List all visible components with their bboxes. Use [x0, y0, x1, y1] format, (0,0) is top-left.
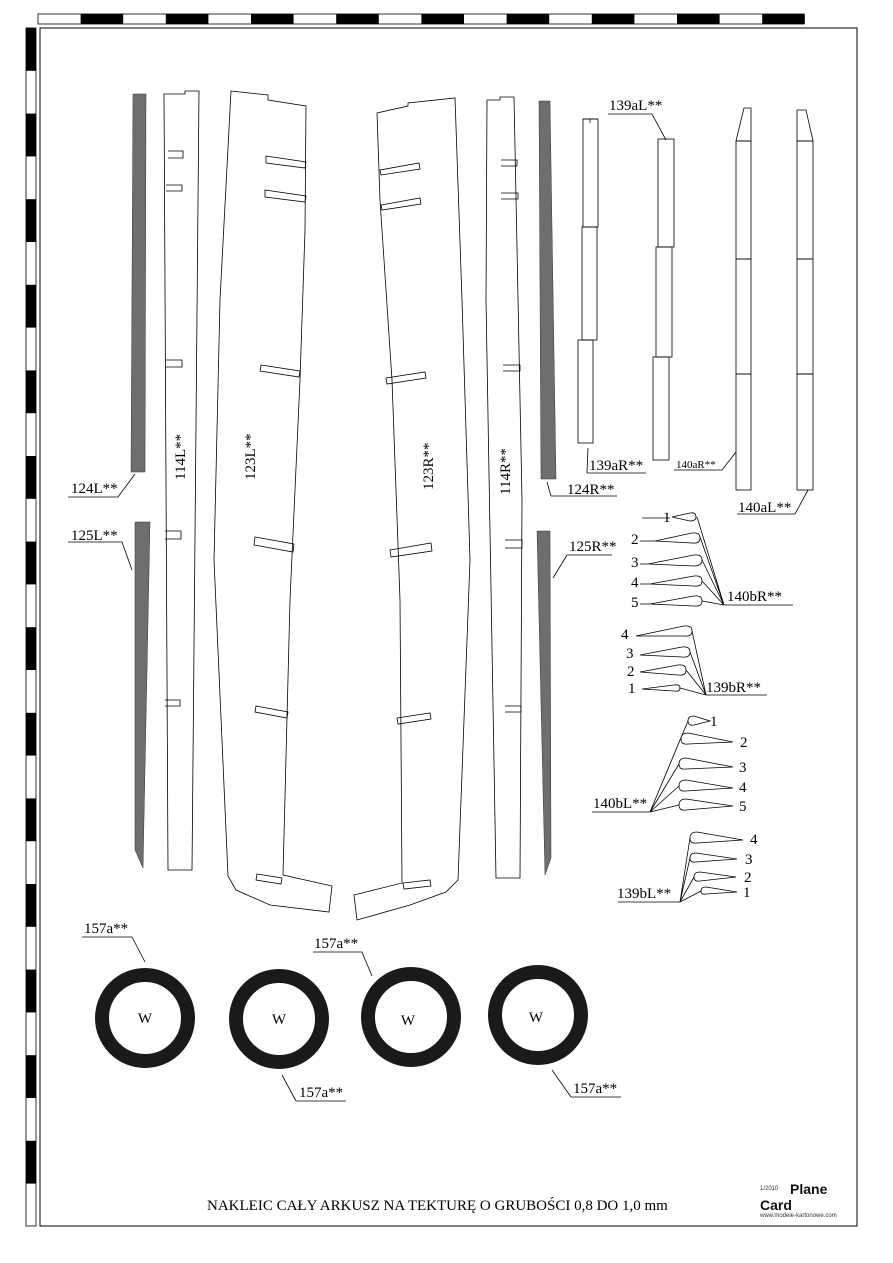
- footer-instruction: NAKLEIC CAŁY ARKUSZ NA TEKTURĘ O GRUBOŚCI 0,8 DO 1,0 mm: [207, 1198, 668, 1214]
- tire-4: [495, 972, 581, 1058]
- brand-name-line2: Card: [760, 1197, 792, 1213]
- part-125R-strip: [537, 531, 551, 875]
- tire-mark: W: [271, 1012, 287, 1028]
- brand-name-line1: Plane: [790, 1181, 828, 1197]
- part-123L: [214, 91, 332, 912]
- tire-1: [102, 975, 188, 1061]
- ruler-segment: [26, 798, 36, 841]
- label-114R: 114R**: [498, 448, 514, 495]
- ruler-segment: [81, 14, 124, 24]
- rib-number: 2: [744, 870, 752, 886]
- ribs-140bR: [648, 513, 702, 606]
- label-124R: 124R**: [567, 482, 615, 498]
- brand-website: www.modele-kartonowe.com: [760, 1213, 837, 1219]
- ruler-segment: [26, 970, 36, 1013]
- ruler-segment: [251, 14, 294, 24]
- ruler-segment: [421, 14, 464, 24]
- label-124L: 124L**: [71, 481, 118, 497]
- part-labels: [71, 98, 791, 1101]
- brand-logo: [759, 1181, 837, 1219]
- ruler-segment: [26, 1141, 36, 1184]
- rib-number: 3: [631, 555, 639, 571]
- ruler-segment: [26, 1055, 36, 1098]
- label-157a-1: 157a**: [84, 921, 129, 937]
- ruler-segment: [336, 14, 379, 24]
- label-157a-4: 157a**: [573, 1081, 618, 1097]
- tire-mark: W: [528, 1010, 544, 1026]
- rib-number: 3: [739, 760, 747, 776]
- rib-number: 2: [740, 735, 748, 751]
- tire-2: [236, 976, 322, 1062]
- label-114L: 114L**: [173, 433, 189, 480]
- rib-number: 4: [621, 627, 629, 643]
- part-140aR: [736, 108, 751, 490]
- ruler-segment: [26, 199, 36, 242]
- ruler-segment: [26, 542, 36, 585]
- ruler-top: [38, 14, 805, 24]
- ruler-segment: [677, 14, 720, 24]
- part-139aL: [653, 139, 674, 460]
- ruler-left: [26, 28, 36, 1226]
- ruler-segment: [26, 114, 36, 157]
- part-139aR: [578, 119, 598, 443]
- label-140bL: 140bL**: [593, 796, 648, 812]
- label-140aL: 140aL**: [738, 500, 792, 516]
- rib-number: 4: [739, 780, 747, 796]
- ribs-139bL: [690, 832, 743, 894]
- rib-number: 5: [739, 799, 747, 815]
- rib-number: 3: [745, 852, 753, 868]
- rib-number: 5: [631, 595, 639, 611]
- rib-number: 4: [631, 575, 639, 591]
- label-125R: 125R**: [569, 539, 617, 555]
- rib-number: 1: [628, 681, 636, 697]
- rib-number: 1: [663, 510, 671, 526]
- brand-issue: 1/2010: [760, 1186, 779, 1192]
- part-140aL: [797, 110, 813, 490]
- tire-3: [368, 974, 454, 1060]
- ruler-segment: [507, 14, 550, 24]
- rib-number: 3: [626, 646, 634, 662]
- label-139aR: 139aR**: [589, 458, 644, 474]
- part-123R: [354, 98, 470, 920]
- ruler-segment: [26, 713, 36, 756]
- label-139bL: 139bL**: [617, 886, 672, 902]
- rib-number: 1: [710, 714, 718, 730]
- rib-number: 2: [631, 532, 639, 548]
- ruler-segment: [26, 627, 36, 670]
- ruler-segment: [26, 456, 36, 499]
- rib-number: 1: [743, 885, 751, 901]
- rib-number: 4: [750, 832, 758, 848]
- ruler-segment: [26, 285, 36, 328]
- label-140bR: 140bR**: [727, 589, 783, 605]
- ruler-segment: [592, 14, 635, 24]
- label-139aL: 139aL**: [609, 98, 663, 114]
- ruler-segment: [26, 28, 36, 71]
- rib-number: 2: [627, 664, 635, 680]
- ruler-segment: [166, 14, 209, 24]
- ribs-139bR: [636, 626, 692, 691]
- label-123R: 123R**: [421, 442, 437, 490]
- ribs-140bL: [679, 716, 733, 810]
- tire-mark: W: [400, 1013, 416, 1029]
- tires: [102, 972, 581, 1062]
- part-124R-strip: [539, 101, 556, 479]
- label-157a-2: 157a**: [314, 936, 359, 952]
- ruler-segment: [26, 370, 36, 413]
- label-140aR: 140aR**: [676, 459, 716, 471]
- label-125L: 125L**: [71, 528, 118, 544]
- leader-lines: [68, 114, 808, 1101]
- tire-mark: W: [137, 1011, 153, 1027]
- part-125L-strip: [135, 522, 150, 868]
- label-139bR: 139bR**: [706, 680, 762, 696]
- part-124L-strip: [131, 94, 146, 472]
- label-123L: 123L**: [243, 433, 259, 480]
- ruler-segment: [26, 884, 36, 927]
- ruler-segment: [762, 14, 805, 24]
- label-157a-3: 157a**: [299, 1085, 344, 1101]
